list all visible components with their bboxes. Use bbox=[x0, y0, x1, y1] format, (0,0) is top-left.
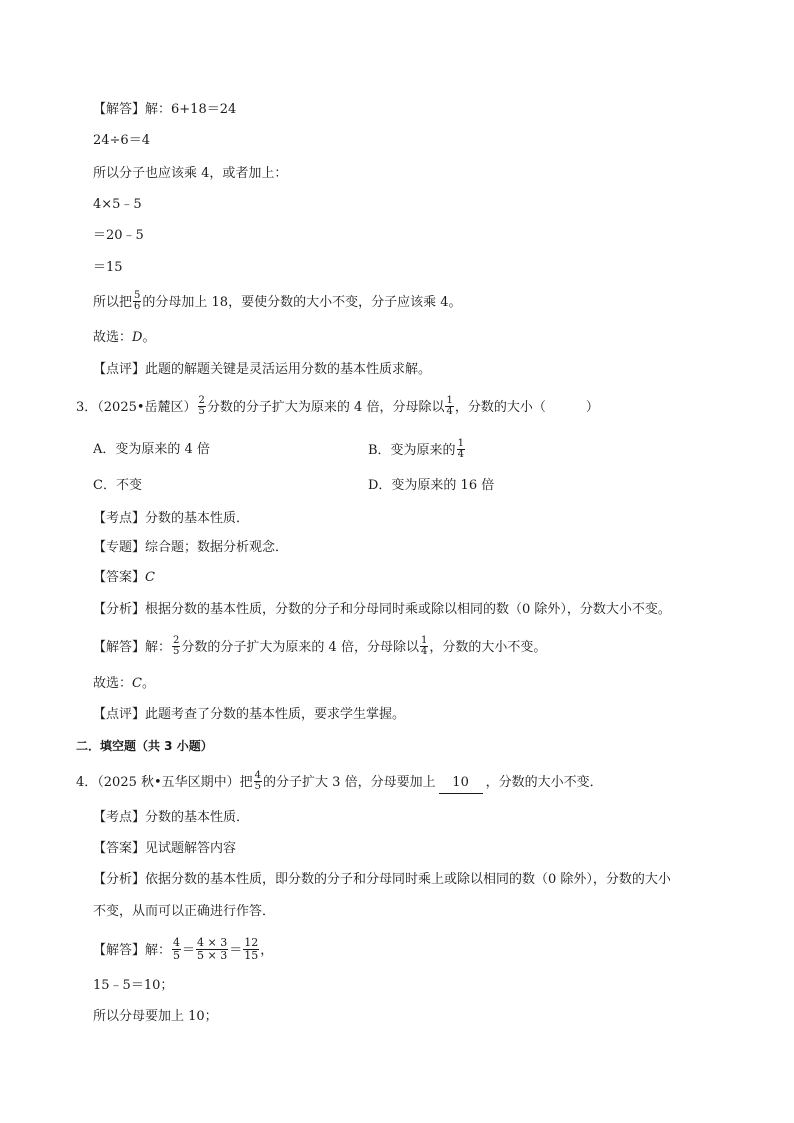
fraction: $\frac{1}{4}$ bbox=[420, 635, 428, 657]
choice-line: 故选：D。 bbox=[93, 330, 156, 345]
option-d: D．变为原来的 16 倍 bbox=[368, 478, 495, 493]
calc-line: ＝20﹣5 bbox=[93, 228, 144, 243]
fraction: $\frac{2}{5}$ bbox=[173, 635, 180, 657]
topic-line: 【专题】综合题；数据分析观念． bbox=[93, 540, 289, 555]
answer-text: 解：6+18＝24 bbox=[145, 102, 237, 117]
question-source: 3．（2025•岳麓区） bbox=[76, 400, 197, 415]
answer-key-line: 【答案】见试题解答内容 bbox=[93, 841, 237, 856]
conclusion-line: 所以把 $\frac{5}{6}$ 的分母加上 18，要使分数的大小不变，分子应该乘 4。 bbox=[93, 290, 462, 312]
answer-tag: 【解答】 bbox=[93, 102, 146, 117]
conclusion-line: 所以分母要加上 10； bbox=[93, 1009, 218, 1024]
question-4: 4．（2025 秋•五华区期中）把 $\frac{4}{5}$ 的分子扩大 3 倍，分母要加上 10 ，分数的大小不变． bbox=[76, 770, 603, 792]
explanation-line: 所以分子也应该乘 4，或者加上： bbox=[93, 166, 288, 181]
analysis-line-cont: 不变，从而可以正确进行作答． bbox=[93, 904, 276, 919]
knowledge-point-line: 【考点】分数的基本性质． bbox=[93, 810, 250, 825]
question-3: 3．（2025•岳麓区） $\frac{2}{5}$ 分数的分子扩大为原来的 4 倍，分母除以 $\frac{1}{4}$ ，分数的大小（ ） bbox=[76, 395, 599, 417]
answer-blank: 10 bbox=[439, 773, 483, 794]
analysis-line: 【分析】依据分数的基本性质，即分数的分子和分母同时乘上或除以相同的数（0 除外），分数的大小 bbox=[93, 872, 671, 887]
option-b: B．变为原来的 $\frac{1}{4}$ bbox=[368, 438, 464, 460]
solution-line: 【解答】解： $\frac{2}{5}$ 分数的分子扩大为原来的 4 倍，分母除以 $\frac{1}{4}$ ，分数的大小不变。 bbox=[93, 635, 547, 657]
comment-line: 【点评】此题考查了分数的基本性质，要求学生掌握。 bbox=[93, 707, 406, 722]
option-c: C．不变 bbox=[93, 478, 142, 493]
analysis-line: 【分析】根据分数的基本性质，分数的分子和分母同时乘或除以相同的数（0 除外），分数大小不变。 bbox=[93, 602, 671, 617]
fraction: $\frac{4}{5}$ bbox=[254, 770, 262, 792]
calc-line: 4×5﹣5 bbox=[93, 197, 142, 212]
comment-line: 【点评】此题的解题关键是灵活运用分数的基本性质求解。 bbox=[93, 362, 432, 377]
fraction: $\frac{4 \times 3}{5 \times 3}$ bbox=[197, 936, 228, 962]
knowledge-point-line: 【考点】分数的基本性质． bbox=[93, 511, 250, 526]
solution-line: 【解答】解： $\frac{4}{5}$ ＝ $\frac{4 \times 3}{5 \times 3}$ ＝ $\frac{12}{15}$ ， bbox=[93, 936, 274, 962]
calc-line: ＝15 bbox=[93, 260, 123, 275]
choice-line: 故选：C。 bbox=[93, 676, 155, 691]
fraction: $\frac{1}{4}$ bbox=[446, 395, 453, 417]
calc-line: 15﹣5＝10； bbox=[93, 978, 174, 993]
section-heading: 二．填空题（共 3 小题） bbox=[76, 739, 213, 753]
fraction: $\frac{12}{15}$ bbox=[244, 936, 259, 962]
comment-tag: 【点评】 bbox=[93, 362, 146, 377]
answer-line bbox=[93, 100, 236, 120]
fraction: $\frac{4}{5}$ bbox=[173, 936, 181, 962]
fraction: $\frac{1}{4}$ bbox=[457, 438, 464, 460]
question-source: 4．（2025 秋•五华区期中）把 bbox=[76, 775, 253, 790]
fraction: $\frac{5}{6}$ bbox=[134, 290, 141, 312]
option-a: A．变为原来的 4 倍 bbox=[93, 442, 210, 457]
fraction: $\frac{2}{5}$ bbox=[198, 395, 205, 417]
calc-line: 24÷6＝4 bbox=[93, 133, 150, 148]
answer-key-line: 【答案】C bbox=[93, 570, 155, 585]
